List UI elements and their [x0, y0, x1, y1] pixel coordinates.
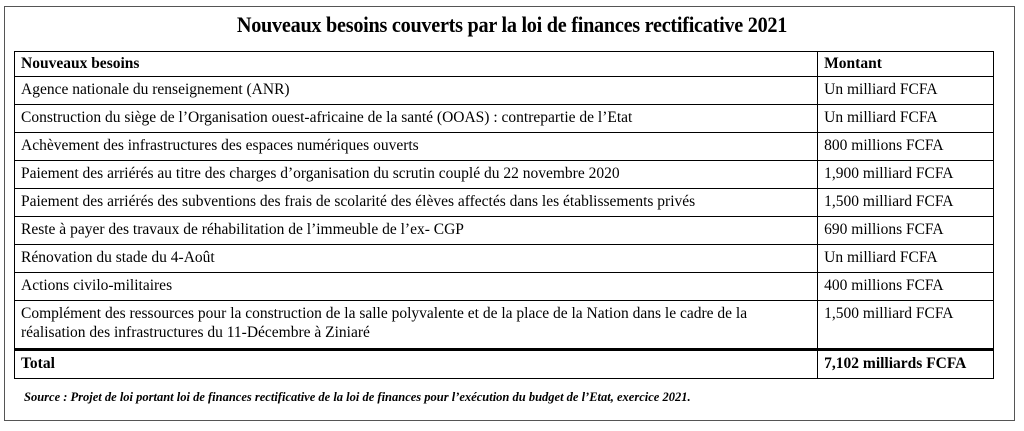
- need-cell: Paiement des arriérés au titre des charges d’organisation du scrutin couplé du 22 novembre 2020: [15, 161, 818, 189]
- need-cell: Achèvement des infrastructures des espaces numériques ouverts: [15, 133, 818, 161]
- need-cell: Rénovation du stade du 4-Août: [15, 245, 818, 273]
- need-cell: Paiement des arriérés des subventions des frais de scolarité des élèves affectés dans les établissements privés: [15, 189, 818, 217]
- need-cell: Actions civilo-militaires: [15, 273, 818, 301]
- need-cell: Construction du siège de l’Organisation ouest-africaine de la santé (OOAS) : contrepartie de l’Etat: [15, 105, 818, 133]
- amount-cell: 1,500 milliard FCFA: [818, 189, 994, 217]
- total-label: Total: [15, 350, 818, 379]
- amount-cell: Un milliard FCFA: [818, 245, 994, 273]
- table-row: [15, 217, 994, 245]
- amount-cell: 800 millions FCFA: [818, 133, 994, 161]
- amount-cell: Un milliard FCFA: [818, 77, 994, 105]
- total-amount: 7,102 milliards FCFA: [818, 350, 994, 379]
- table-row: [15, 189, 994, 217]
- need-cell: Reste à payer des travaux de réhabilitation de l’immeuble de l’ex- CGP: [15, 217, 818, 245]
- table-row: [15, 273, 994, 301]
- total-row: [15, 350, 994, 379]
- amount-cell: 690 millions FCFA: [818, 217, 994, 245]
- amount-cell: Un milliard FCFA: [818, 105, 994, 133]
- source-note: Source : Projet de loi portant loi de finances rectificative de la loi de finances pour l’exécution du budget de l’Etat, exercice 2021.: [24, 390, 691, 404]
- table-row: [15, 77, 994, 105]
- amount-cell: 1,900 milliard FCFA: [818, 161, 994, 189]
- table-row: [15, 105, 994, 133]
- header-needs: Nouveaux besoins: [15, 52, 818, 77]
- amount-cell: 1,500 milliard FCFA: [818, 301, 994, 350]
- needs-table: [14, 51, 994, 379]
- table-header-row: [15, 52, 994, 77]
- table-row: [15, 301, 994, 350]
- table-row: [15, 245, 994, 273]
- amount-cell: 400 millions FCFA: [818, 273, 994, 301]
- table-row: [15, 161, 994, 189]
- table-row: [15, 133, 994, 161]
- document-title: Nouveaux besoins couverts par la loi de finances rectificative 2021: [236, 12, 788, 37]
- need-cell: Agence nationale du renseignement (ANR): [15, 77, 818, 105]
- header-amount: Montant: [818, 52, 994, 77]
- need-cell: Complément des ressources pour la construction de la salle polyvalente et de la place de la Nation dans le cadre de la réalisation des infrastructures du 11-Décembre à Ziniaré: [15, 301, 818, 350]
